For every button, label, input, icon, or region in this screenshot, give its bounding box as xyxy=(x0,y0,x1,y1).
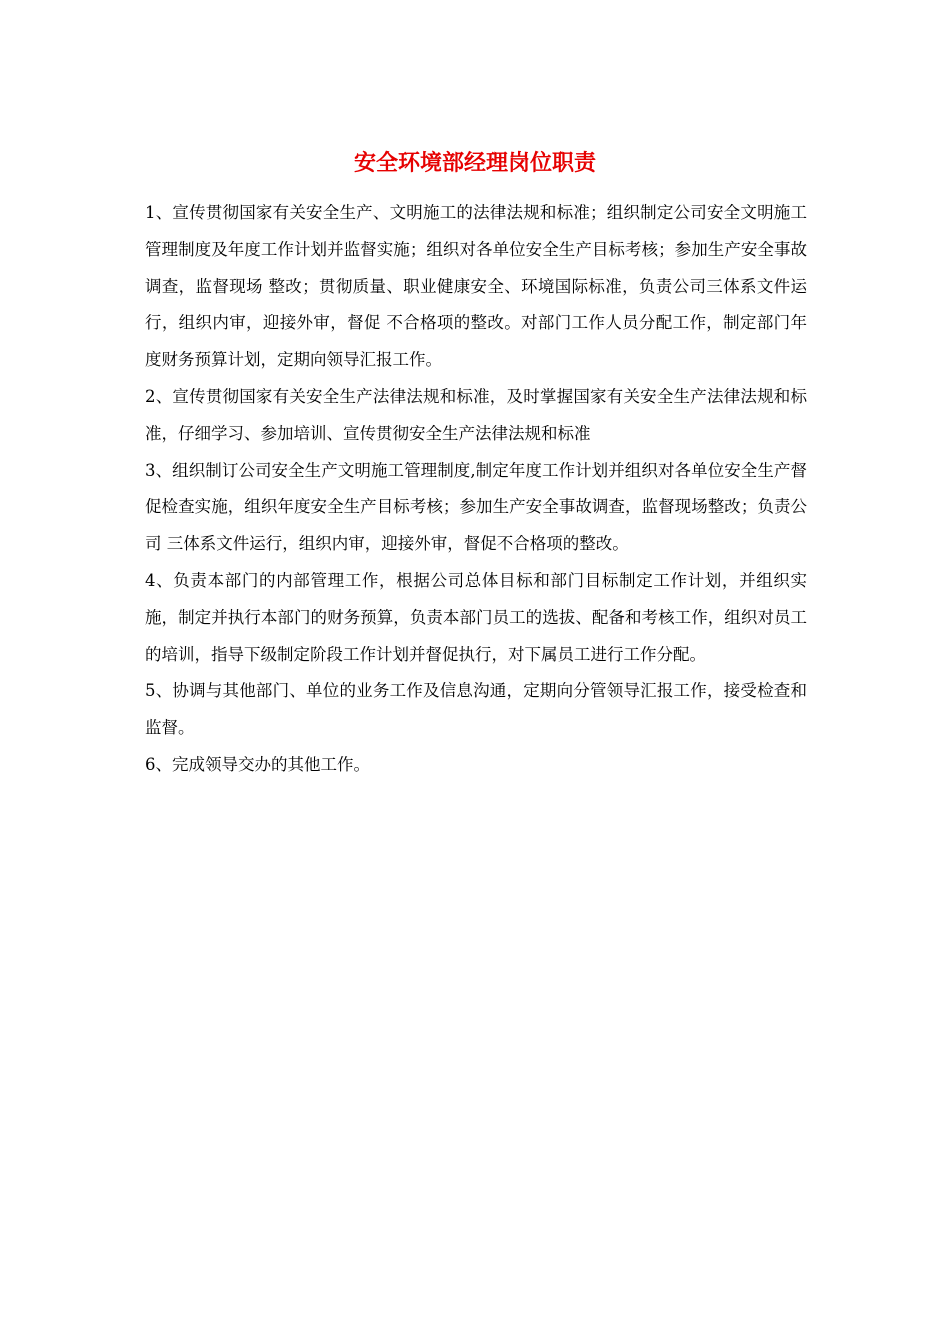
document-body xyxy=(145,195,807,784)
duty-paragraph-1: 1、宣传贯彻国家有关安全生产、文明施工的法律法规和标准；组织制定公司安全文明施工管理制度及年度工作计划并监督实施；组织对各单位安全生产目标考核；参加生产安全事故调查，监督现场 整改；贯彻质量、职业健康安全、环境国际标准，负责公司三体系文件运行，组织内审，迎接外审，督促 不合格项的整改。对部门工作人员分配工作，制定部门年度财务预算计划，定期向领导汇报工作。 xyxy=(145,203,807,370)
duty-paragraph-6: 6、完成领导交办的其他工作。 xyxy=(145,754,370,774)
duty-paragraph-5: 5、协调与其他部门、单位的业务工作及信息沟通，定期向分管领导汇报工作，接受检查和监督。 xyxy=(145,681,807,738)
duty-paragraph-4: 4、负责本部门的内部管理工作，根据公司总体目标和部门目标制定工作计划，并组织实施，制定并执行本部门的财务预算，负责本部门员工的选拔、配备和考核工作，组织对员工的培训，指导下级制定阶段工作计划并督促执行，对下属员工进行工作分配。 xyxy=(145,570,807,664)
document-title: 安全环境部经理岗位职责 xyxy=(353,151,596,176)
duty-paragraph-3: 3、组织制订公司安全生产文明施工管理制度,制定年度工作计划并组织对各单位安全生产督促检查实施，组织年度安全生产目标考核；参加生产安全事故调查，监督现场整改；负责公司 三体系文件运行，组织内审，迎接外审，督促不合格项的整改。 xyxy=(145,460,807,554)
duty-paragraph-2: 2、宣传贯彻国家有关安全生产法律法规和标准，及时掌握国家有关安全生产法律法规和标准，仔细学习、参加培训、宣传贯彻安全生产法律法规和标准 xyxy=(145,386,807,443)
